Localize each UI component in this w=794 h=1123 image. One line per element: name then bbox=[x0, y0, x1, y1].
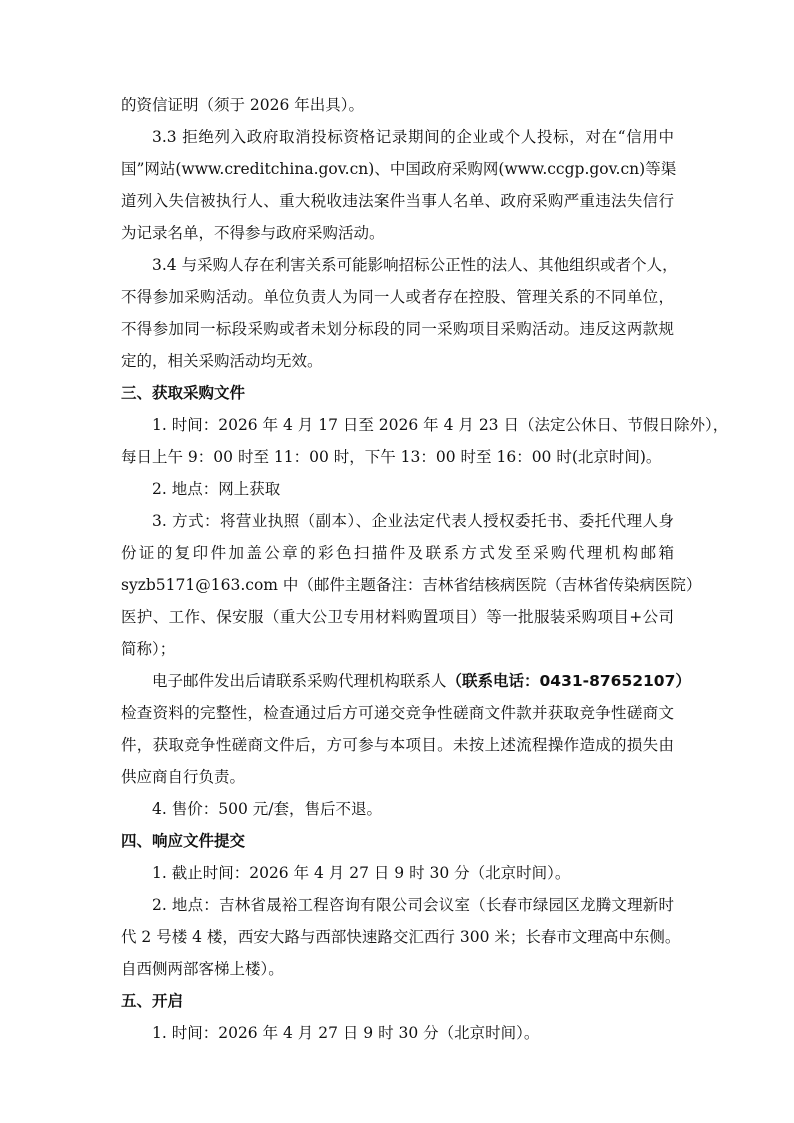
para-line: 1. 时间：2026 年 4 月 17 日至 2026 年 4 月 23 日（法定公休日、节假日除外）， bbox=[152, 416, 729, 434]
para-line: 2. 地点：网上获取 bbox=[152, 480, 281, 498]
para-line: 的资信证明（须于 2026 年出具）。 bbox=[121, 96, 365, 114]
para-line: 简称）； bbox=[121, 640, 176, 658]
para-line: 3. 方式：将营业执照（副本）、企业法定代表人授权委托书、委托代理人身 bbox=[152, 512, 674, 530]
para-line: 2. 地点：吉林省晟裕工程咨询有限公司会议室（长春市绿园区龙腾文理新时 bbox=[152, 896, 674, 914]
para-line: 为记录名单，不得参与政府采购活动。 bbox=[121, 224, 385, 242]
para-line: 定的，相关采购活动均无效。 bbox=[121, 352, 323, 370]
para-line: 道列入失信被执行人、重大税收违法案件当事人名单、政府采购严重违法失信行 bbox=[121, 192, 674, 210]
para-line: 不得参加同一标段采购或者未划分标段的同一采购项目采购活动。违反这两款规 bbox=[121, 320, 674, 338]
para-line: 代 2 号楼 4 楼，西安大路与西部快速路交汇西行 300 米；长春市文理高中东侧。 bbox=[121, 928, 681, 946]
para-line: 1. 截止时间：2026 年 4 月 27 日 9 时 30 分（北京时间）。 bbox=[152, 864, 571, 882]
para-line: 4. 售价：500 元/套，售后不退。 bbox=[152, 800, 382, 818]
para-line: 3.3 拒绝列入政府取消投标资格记录期间的企业或个人投标，对在“信用中 bbox=[152, 128, 674, 146]
para-line: 每日上午 9：00 时至 11：00 时，下午 13：00 时至 16：00 时(北京时间)。 bbox=[121, 448, 662, 466]
section-heading: 五、开启 bbox=[121, 992, 184, 1010]
section-heading: 四、响应文件提交 bbox=[121, 832, 246, 850]
contact-text: 电子邮件发出后请联系采购代理机构联系人 bbox=[152, 672, 447, 690]
para-line bbox=[152, 671, 691, 691]
para-line: 国”网站(www.creditchina.gov.cn)、中国政府采购网(www.ccgp.gov.cn)等渠 bbox=[121, 160, 677, 178]
para-line: 1. 时间：2026 年 4 月 27 日 9 时 30 分（北京时间）。 bbox=[152, 1024, 540, 1042]
para-line: 医护、工作、保安服（重大公卫专用材料购置项目）等一批服装采购项目+公司 bbox=[121, 608, 674, 626]
para-line: 件，获取竞争性磋商文件后，方可参与本项目。未按上述流程操作造成的损失由 bbox=[121, 736, 674, 754]
para-line: 份证的复印件加盖公章的彩色扫描件及联系方式发至采购代理机构邮箱 bbox=[121, 544, 674, 562]
para-line: 自西侧两部客梯上楼）。 bbox=[121, 960, 284, 978]
para-line: 不得参加采购活动。单位负责人为同一人或者存在控股、管理关系的不同单位， bbox=[121, 288, 674, 306]
section-heading: 三、获取采购文件 bbox=[121, 384, 246, 402]
para-line: 供应商自行负责。 bbox=[121, 768, 246, 786]
para-line: 3.4 与采购人存在利害关系可能影响招标公正性的法人、其他组织或者个人， bbox=[152, 256, 678, 274]
contact-phone: （联系电话：0431-87652107） bbox=[446, 672, 691, 690]
para-line: syzb5171@163.com 中（邮件主题备注：吉林省结核病医院（吉林省传染病医院） bbox=[121, 576, 702, 594]
para-line: 检查资料的完整性，检查通过后方可递交竞争性磋商文件款并获取竞争性磋商文 bbox=[121, 704, 674, 722]
